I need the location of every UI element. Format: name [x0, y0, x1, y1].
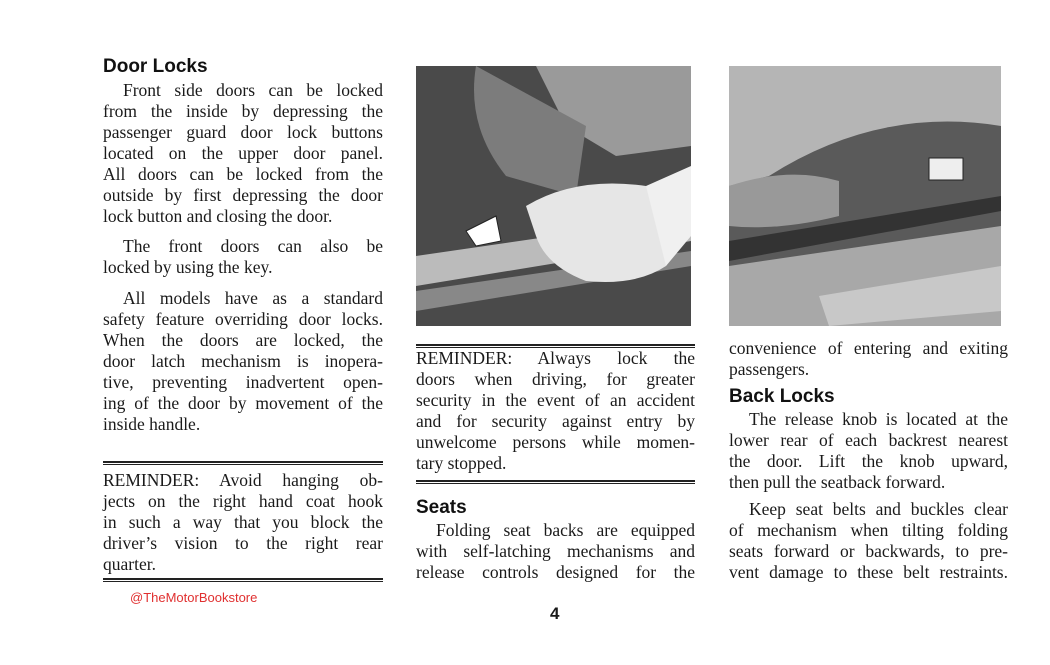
text-line: with self-latching mechanisms and: [416, 541, 695, 561]
text-line: seats forward or backwards, to pre-: [729, 541, 1008, 561]
photo-seatback-release-knob: [729, 66, 1001, 326]
text-line: ing of the door by movement of the: [103, 393, 383, 413]
text-line: inside handle.: [103, 414, 201, 434]
text-line: lock button and closing the door.: [103, 206, 333, 226]
text-line: Keep seat belts and buckles clear: [749, 499, 1008, 519]
paragraph-seats-continued: [729, 338, 1008, 380]
text-line: lower rear of each backrest nearest: [729, 430, 1008, 450]
paragraph-door-locks-3: [103, 288, 383, 435]
paragraph-back-locks-1: [729, 409, 1008, 493]
text-line: locked by using the key.: [103, 257, 273, 277]
text-line: jects on the right hand coat hook: [103, 491, 383, 511]
text-line: door latch mechanism is inopera-: [103, 351, 383, 371]
text-line: from the inside by depressing the: [103, 101, 383, 121]
text-line: located on the upper door panel.: [103, 143, 383, 163]
photo-door-lock-button: [416, 66, 691, 326]
heading-back-locks: Back Locks: [729, 386, 835, 407]
text-line: of mechanism when tilting folding: [729, 520, 1008, 540]
text-line: convenience of entering and exiting: [729, 338, 1008, 358]
text-line: All doors can be locked from the: [103, 164, 383, 184]
text-line: When the doors are locked, the: [103, 330, 383, 350]
text-line: REMINDER: Always lock the: [416, 348, 695, 368]
text-line: the door. Lift the knob upward,: [729, 451, 1008, 471]
reminder-coat-hook: [103, 470, 383, 575]
paragraph-seats: [416, 520, 695, 583]
watermark: @TheMotorBookstore: [130, 590, 258, 605]
text-line: security in the event of an accident: [416, 390, 695, 410]
text-line: All models have as a standard: [123, 288, 383, 308]
heading-door-locks: Door Locks: [103, 56, 208, 77]
text-line: quarter.: [103, 554, 156, 574]
divider: [103, 461, 383, 465]
text-line: outside by first depressing the door: [103, 185, 383, 205]
paragraph-back-locks-2: [729, 499, 1008, 583]
divider: [103, 578, 383, 582]
text-line: The release knob is located at the: [749, 409, 1008, 429]
text-line: passenger guard door lock buttons: [103, 122, 383, 142]
text-line: vent damage to these belt restraints.: [729, 562, 1008, 582]
text-line: Folding seat backs are equipped: [436, 520, 695, 540]
text-line: doors when driving, for greater: [416, 369, 695, 389]
text-line: driver’s vision to the right rear: [103, 533, 383, 553]
text-line: REMINDER: Avoid hanging ob-: [103, 470, 383, 490]
text-line: tive, preventing inadvertent open-: [103, 372, 383, 392]
text-line: and for security against entry by: [416, 411, 695, 431]
text-line: Front side doors can be locked: [123, 80, 383, 100]
text-line: unwelcome persons while momen-: [416, 432, 695, 452]
paragraph-door-locks-2: [103, 236, 383, 278]
text-line: safety feature overriding door locks.: [103, 309, 383, 329]
paragraph-door-locks-1: [103, 80, 383, 227]
text-line: tary stopped.: [416, 453, 507, 473]
heading-seats: Seats: [416, 497, 467, 518]
text-line: then pull the seatback forward.: [729, 472, 946, 492]
text-line: passengers.: [729, 359, 810, 379]
text-line: in such a way that you block the: [103, 512, 383, 532]
divider: [416, 480, 695, 484]
text-line: The front doors can also be: [123, 236, 383, 256]
reminder-lock-doors: [416, 348, 695, 474]
page-number: 4: [550, 604, 560, 623]
text-line: release controls designed for the: [416, 562, 695, 582]
